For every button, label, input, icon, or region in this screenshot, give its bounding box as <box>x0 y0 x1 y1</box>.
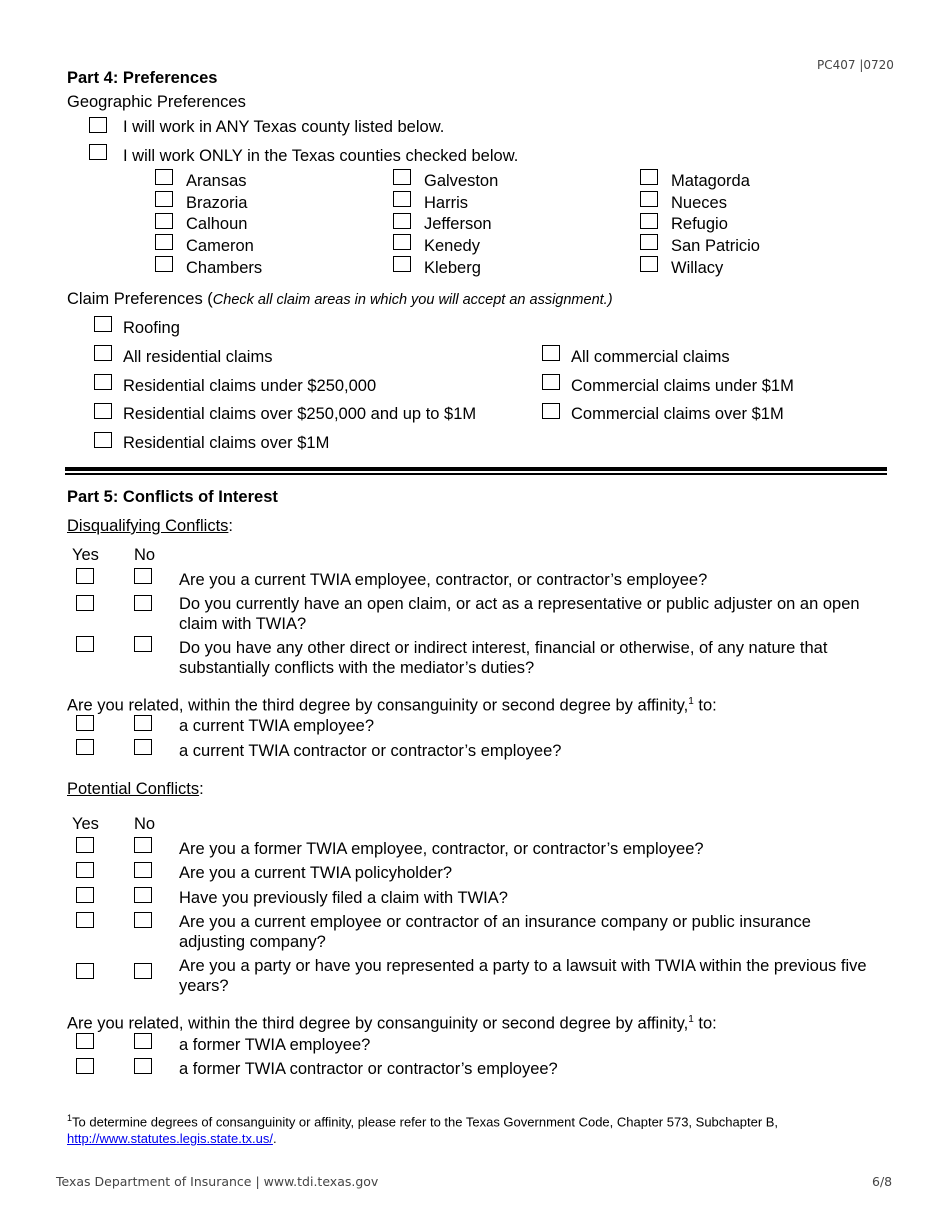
checkbox-no[interactable] <box>134 715 152 731</box>
county-label: Kleberg <box>424 259 481 277</box>
option-only-counties: I will work ONLY in the Texas counties checked below. <box>123 147 519 165</box>
footnote-number: 1 <box>67 1113 73 1123</box>
checkbox-residential-250k-1m[interactable] <box>94 403 112 419</box>
footnote-text: To determine degrees of consanguinity or affinity, please refer to the Texas Government Code, Chapter 573, Subchapter B, <box>72 1114 779 1130</box>
county-label: Aransas <box>186 172 247 190</box>
footnote-ref: 1 <box>688 1014 694 1025</box>
checkbox-commercial-over-1m[interactable] <box>542 403 560 419</box>
county-label: San Patricio <box>671 237 760 255</box>
page-number: 6/8 <box>872 1174 893 1189</box>
claim-option-roofing: Roofing <box>123 319 180 337</box>
related-suffix: to: <box>693 696 717 715</box>
part4-title: Part 4: Preferences <box>67 69 218 87</box>
question: Are you a former TWIA employee, contractor, or contractor’s employee? <box>179 840 704 858</box>
related-suffix: to: <box>693 1014 717 1033</box>
claim-option-residential: Residential claims over $250,000 and up to $1M <box>123 405 477 423</box>
checkbox-county-brazoria[interactable] <box>155 191 173 207</box>
checkbox-county-aransas[interactable] <box>155 169 173 185</box>
yes-header: Yes <box>72 815 99 833</box>
claim-pref-note: Check all claim areas in which you will accept an assignment.) <box>212 292 613 308</box>
checkbox-yes[interactable] <box>76 739 94 755</box>
county-label: Kenedy <box>424 237 480 255</box>
checkbox-no[interactable] <box>134 963 152 979</box>
checkbox-county-san-patricio[interactable] <box>640 234 658 250</box>
checkbox-no[interactable] <box>134 636 152 652</box>
county-label: Nueces <box>671 194 727 212</box>
county-label: Harris <box>424 194 468 212</box>
claim-option-commercial: Commercial claims under $1M <box>571 377 794 395</box>
no-header: No <box>134 815 156 833</box>
footnote-ref: 1 <box>688 696 694 707</box>
section-divider-thick <box>65 467 887 471</box>
county-label: Jefferson <box>424 215 492 233</box>
checkbox-residential-over-1m[interactable] <box>94 432 112 448</box>
claim-option-commercial: All commercial claims <box>571 348 730 366</box>
checkbox-county-jefferson[interactable] <box>393 213 411 229</box>
disqualifying-heading <box>67 516 233 536</box>
county-label: Matagorda <box>671 172 750 190</box>
checkbox-yes[interactable] <box>76 837 94 853</box>
checkbox-county-chambers[interactable] <box>155 256 173 272</box>
claim-pref-label: Claim Preferences ( <box>67 290 213 308</box>
county-label: Chambers <box>186 259 263 277</box>
checkbox-yes[interactable] <box>76 887 94 903</box>
checkbox-no[interactable] <box>134 595 152 611</box>
checkbox-no[interactable] <box>134 912 152 928</box>
checkbox-residential-under-250k[interactable] <box>94 374 112 390</box>
question: Are you a current TWIA policyholder? <box>179 864 452 882</box>
potential-label: Potential Conflicts <box>67 780 200 798</box>
part5-title: Part 5: Conflicts of Interest <box>67 488 278 506</box>
checkbox-county-kleberg[interactable] <box>393 256 411 272</box>
checkbox-county-willacy[interactable] <box>640 256 658 272</box>
checkbox-any-county[interactable] <box>89 117 107 133</box>
question: Are you a current TWIA employee, contractor, or contractor’s employee? <box>179 571 708 589</box>
checkbox-roofing[interactable] <box>94 316 112 332</box>
county-label: Calhoun <box>186 215 248 233</box>
statutes-link[interactable]: http://www.statutes.legis.state.tx.us/ <box>67 1131 273 1147</box>
option-any-county: I will work in ANY Texas county listed below. <box>123 118 445 136</box>
related-question <box>67 692 717 716</box>
checkbox-county-refugio[interactable] <box>640 213 658 229</box>
claim-pref-title <box>67 289 613 310</box>
related-question <box>67 1010 717 1034</box>
question: a current TWIA employee? <box>179 717 375 735</box>
form-code: PC407 |0720 <box>817 58 894 72</box>
claim-option-residential: Residential claims under $250,000 <box>123 377 377 395</box>
checkbox-yes[interactable] <box>76 963 94 979</box>
potential-heading <box>67 779 204 799</box>
checkbox-no[interactable] <box>134 739 152 755</box>
checkbox-commercial-under-1m[interactable] <box>542 374 560 390</box>
checkbox-no[interactable] <box>134 862 152 878</box>
checkbox-no[interactable] <box>134 837 152 853</box>
colon: : <box>228 517 233 535</box>
question: Do you have any other direct or indirect interest, financial or otherwise, of any nature that substantially conflicts with the mediator’s duties? <box>179 639 828 677</box>
checkbox-yes[interactable] <box>76 1058 94 1074</box>
section-divider-thin <box>65 473 887 475</box>
checkbox-all-commercial[interactable] <box>542 345 560 361</box>
checkbox-county-galveston[interactable] <box>393 169 411 185</box>
checkbox-yes[interactable] <box>76 912 94 928</box>
yes-header: Yes <box>72 546 99 564</box>
colon: : <box>199 780 204 798</box>
checkbox-only-counties[interactable] <box>89 144 107 160</box>
checkbox-no[interactable] <box>134 568 152 584</box>
related-text: Are you related, within the third degree by consanguinity or second degree by affinity, <box>67 1014 689 1033</box>
checkbox-yes[interactable] <box>76 1033 94 1049</box>
question: Are you a party or have you represented a party to a lawsuit with TWIA within the previous five years? <box>179 957 867 995</box>
question: Are you a current employee or contractor of an insurance company or public insurance adjusting company? <box>179 913 811 951</box>
county-label: Galveston <box>424 172 499 190</box>
geo-pref-title: Geographic Preferences <box>67 93 246 111</box>
county-label: Brazoria <box>186 194 248 212</box>
disqualifying-label: Disqualifying Conflicts <box>67 517 229 535</box>
checkbox-yes[interactable] <box>76 715 94 731</box>
checkbox-county-harris[interactable] <box>393 191 411 207</box>
checkbox-no[interactable] <box>134 1033 152 1049</box>
question: a current TWIA contractor or contractor’s employee? <box>179 742 562 760</box>
county-label: Willacy <box>671 259 724 277</box>
question: Do you currently have an open claim, or act as a representative or public adjuster on an open claim with TWIA? <box>179 595 860 633</box>
county-label: Refugio <box>671 215 728 233</box>
county-label: Cameron <box>186 237 254 255</box>
question: a former TWIA contractor or contractor’s employee? <box>179 1060 558 1078</box>
question: Have you previously filed a claim with TWIA? <box>179 889 508 907</box>
checkbox-no[interactable] <box>134 1058 152 1074</box>
checkbox-county-kenedy[interactable] <box>393 234 411 250</box>
checkbox-county-matagorda[interactable] <box>640 169 658 185</box>
no-header: No <box>134 546 156 564</box>
footnote <box>67 1110 883 1147</box>
claim-option-residential: All residential claims <box>123 348 273 366</box>
checkbox-no[interactable] <box>134 887 152 903</box>
checkbox-county-nueces[interactable] <box>640 191 658 207</box>
footer-agency: Texas Department of Insurance | www.tdi.texas.gov <box>56 1174 379 1189</box>
claim-option-residential: Residential claims over $1M <box>123 434 330 452</box>
checkbox-all-residential[interactable] <box>94 345 112 361</box>
checkbox-yes[interactable] <box>76 568 94 584</box>
claim-option-commercial: Commercial claims over $1M <box>571 405 784 423</box>
checkbox-yes[interactable] <box>76 862 94 878</box>
question: a former TWIA employee? <box>179 1036 371 1054</box>
checkbox-county-cameron[interactable] <box>155 234 173 250</box>
footnote-period: . <box>272 1131 277 1147</box>
checkbox-yes[interactable] <box>76 595 94 611</box>
checkbox-yes[interactable] <box>76 636 94 652</box>
checkbox-county-calhoun[interactable] <box>155 213 173 229</box>
related-text: Are you related, within the third degree by consanguinity or second degree by affinity, <box>67 696 689 715</box>
